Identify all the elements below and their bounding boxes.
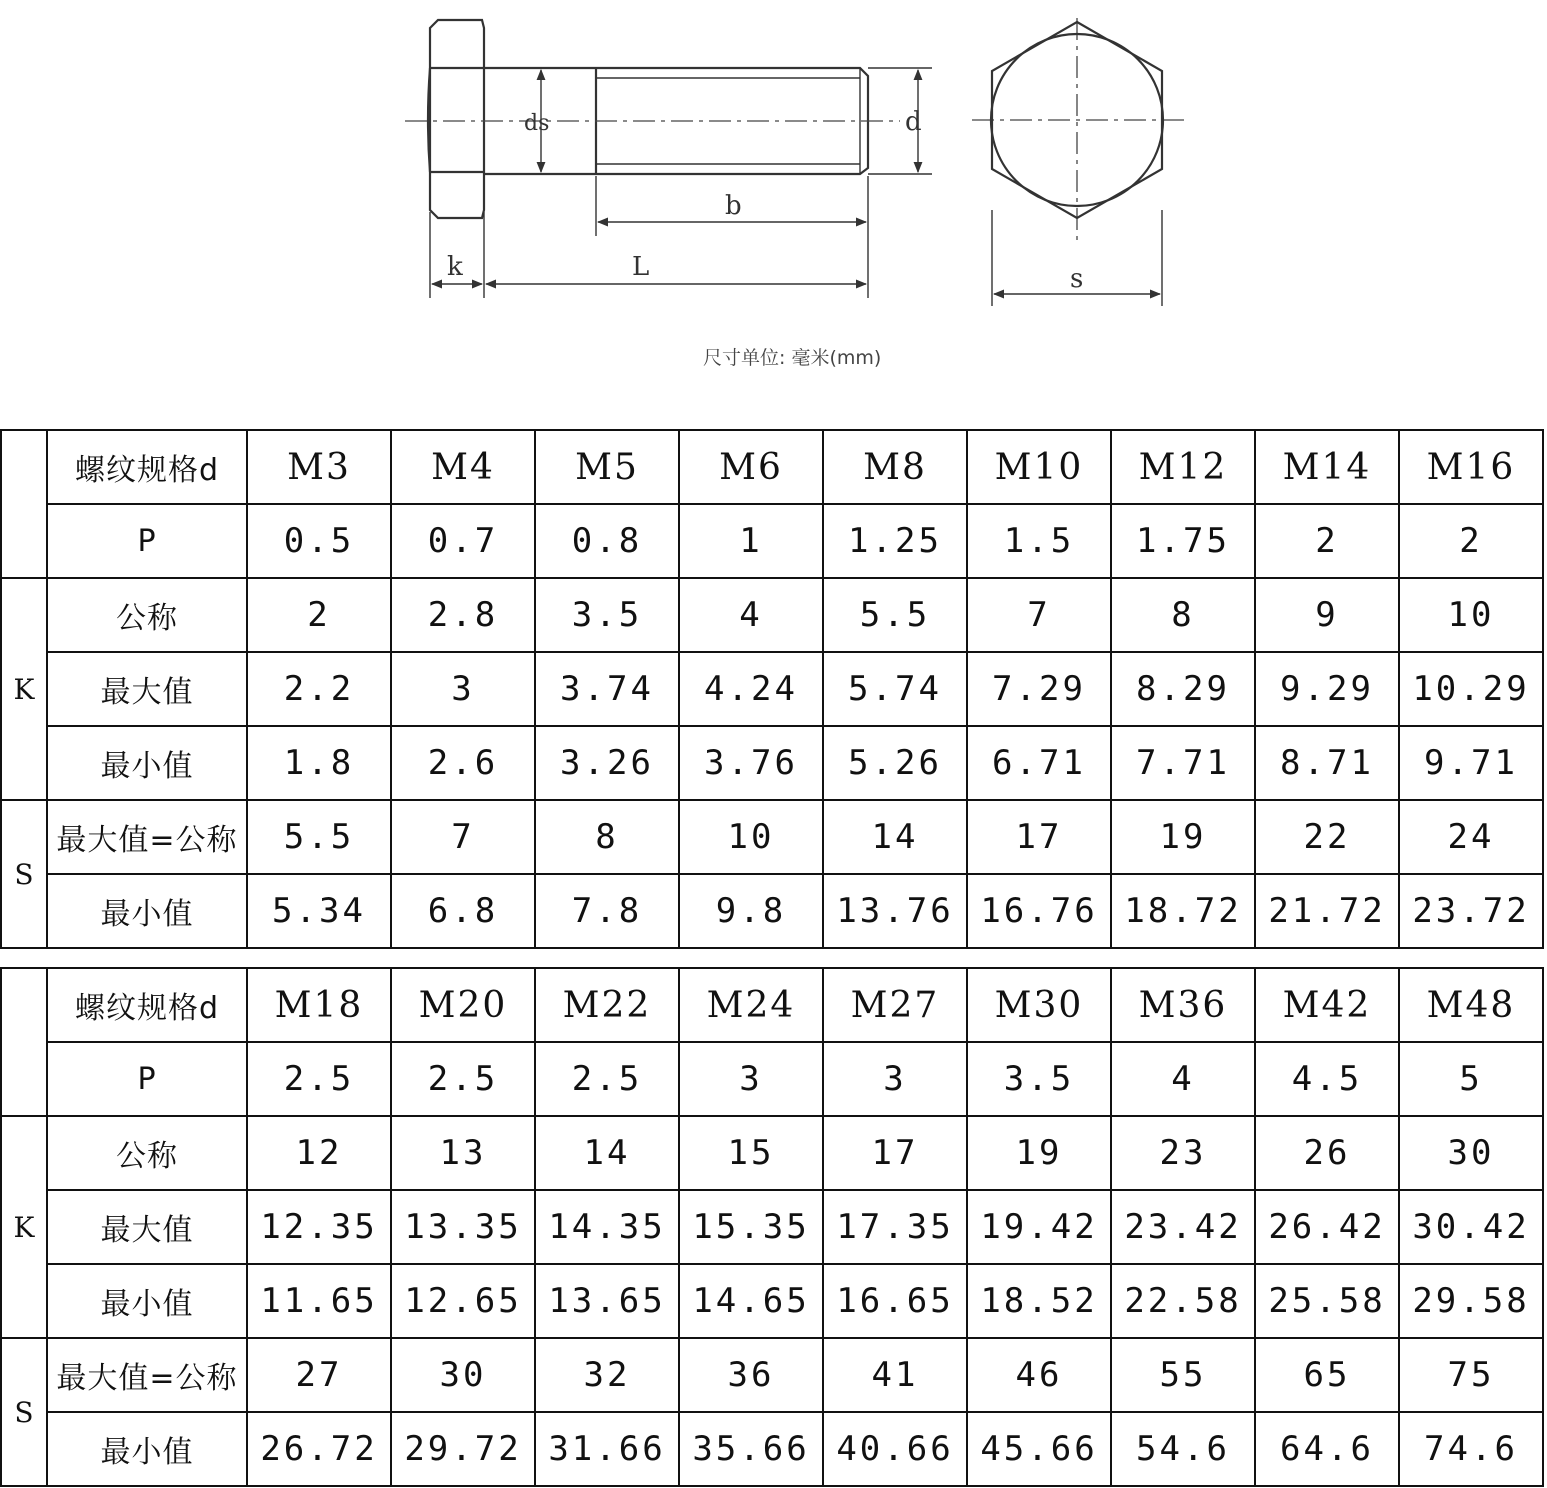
cell: 13 xyxy=(391,1116,535,1190)
cell: 27 xyxy=(247,1338,391,1412)
cell: M20 xyxy=(391,968,535,1042)
bolt-head-side xyxy=(430,20,484,218)
cell: 3.74 xyxy=(535,652,679,726)
row-label: 最小值 xyxy=(47,874,247,948)
cell: 8.71 xyxy=(1255,726,1399,800)
table-row-s-max xyxy=(1,1338,1543,1412)
row-label: 最大值=公称 xyxy=(47,800,247,874)
cell: 5.74 xyxy=(823,652,967,726)
row-label: 公称 xyxy=(47,578,247,652)
cell: 3.5 xyxy=(967,1042,1111,1116)
cell: M24 xyxy=(679,968,823,1042)
bolt-drawing xyxy=(0,0,1547,330)
row-label: P xyxy=(47,504,247,578)
cell: 29.72 xyxy=(391,1412,535,1486)
cell: 35.66 xyxy=(679,1412,823,1486)
cell: 16.65 xyxy=(823,1264,967,1338)
row-label: 螺纹规格d xyxy=(47,430,247,504)
cell: 30 xyxy=(1399,1116,1543,1190)
cell: 13.35 xyxy=(391,1190,535,1264)
cell: 1.5 xyxy=(967,504,1111,578)
cell: 5.34 xyxy=(247,874,391,948)
table-row-s-min xyxy=(1,1412,1543,1486)
cell: 26 xyxy=(1255,1116,1399,1190)
cell: 13.76 xyxy=(823,874,967,948)
cell: 10 xyxy=(1399,578,1543,652)
cell: 7.71 xyxy=(1111,726,1255,800)
cell: 7.29 xyxy=(967,652,1111,726)
table-row-pitch xyxy=(1,504,1543,578)
cell: 3 xyxy=(823,1042,967,1116)
row-label: 螺纹规格d xyxy=(47,968,247,1042)
cell: M16 xyxy=(1399,430,1543,504)
cell: 8 xyxy=(535,800,679,874)
cell: 25.58 xyxy=(1255,1264,1399,1338)
cell: 9.29 xyxy=(1255,652,1399,726)
cell: M42 xyxy=(1255,968,1399,1042)
cell: 46 xyxy=(967,1338,1111,1412)
cell: 0.5 xyxy=(247,504,391,578)
label-d: d xyxy=(905,107,922,137)
cell: M5 xyxy=(535,430,679,504)
cell: 14.35 xyxy=(535,1190,679,1264)
table-row-pitch xyxy=(1,1042,1543,1116)
cell: 10.29 xyxy=(1399,652,1543,726)
cell: 26.72 xyxy=(247,1412,391,1486)
table-row-s-max xyxy=(1,800,1543,874)
label-k: k xyxy=(447,252,463,282)
table-row-s-min xyxy=(1,874,1543,948)
cell: 1 xyxy=(679,504,823,578)
cell: 14 xyxy=(823,800,967,874)
cell: 17.35 xyxy=(823,1190,967,1264)
cell: 18.72 xyxy=(1111,874,1255,948)
cell: 3.76 xyxy=(679,726,823,800)
group-cell-blank xyxy=(1,430,47,578)
table-row-k-max xyxy=(1,1190,1543,1264)
row-label: 最小值 xyxy=(47,1264,247,1338)
cell: 15 xyxy=(679,1116,823,1190)
table-row-k-nominal xyxy=(1,1116,1543,1190)
cell: 8.29 xyxy=(1111,652,1255,726)
cell: 65 xyxy=(1255,1338,1399,1412)
cell: 19 xyxy=(967,1116,1111,1190)
table-row-k-nominal xyxy=(1,578,1543,652)
group-label-s: S xyxy=(1,1338,47,1486)
cell: 3.26 xyxy=(535,726,679,800)
table-row-thread-size xyxy=(1,430,1543,504)
cell: 2.8 xyxy=(391,578,535,652)
cell: 41 xyxy=(823,1338,967,1412)
table-row-k-min xyxy=(1,726,1543,800)
cell: 30 xyxy=(391,1338,535,1412)
group-label-k: K xyxy=(1,578,47,800)
cell: 5.5 xyxy=(823,578,967,652)
cell: 7 xyxy=(391,800,535,874)
cell: 11.65 xyxy=(247,1264,391,1338)
table-row-thread-size xyxy=(1,968,1543,1042)
cell: 3.5 xyxy=(535,578,679,652)
cell: 31.66 xyxy=(535,1412,679,1486)
cell: 2.5 xyxy=(535,1042,679,1116)
cell: 45.66 xyxy=(967,1412,1111,1486)
cell: 4.24 xyxy=(679,652,823,726)
cell: 64.6 xyxy=(1255,1412,1399,1486)
cell: 23 xyxy=(1111,1116,1255,1190)
cell: 12.35 xyxy=(247,1190,391,1264)
cell: M22 xyxy=(535,968,679,1042)
cell: 1.8 xyxy=(247,726,391,800)
cell: M18 xyxy=(247,968,391,1042)
cell: 5.26 xyxy=(823,726,967,800)
cell: 1.75 xyxy=(1111,504,1255,578)
cell: M8 xyxy=(823,430,967,504)
cell: 1.25 xyxy=(823,504,967,578)
cell: M27 xyxy=(823,968,967,1042)
row-label: 最大值=公称 xyxy=(47,1338,247,1412)
cell: M30 xyxy=(967,968,1111,1042)
row-label: 最小值 xyxy=(47,1412,247,1486)
group-label-s: S xyxy=(1,800,47,948)
cell: 3 xyxy=(679,1042,823,1116)
cell: 36 xyxy=(679,1338,823,1412)
table-row-k-min xyxy=(1,1264,1543,1338)
cell: M14 xyxy=(1255,430,1399,504)
label-s: s xyxy=(1070,264,1084,294)
cell: 7.8 xyxy=(535,874,679,948)
cell: 2.5 xyxy=(247,1042,391,1116)
cell: 6.71 xyxy=(967,726,1111,800)
cell: 4 xyxy=(679,578,823,652)
cell: M4 xyxy=(391,430,535,504)
cell: 9 xyxy=(1255,578,1399,652)
cell: M48 xyxy=(1399,968,1543,1042)
cell: 55 xyxy=(1111,1338,1255,1412)
cell: M3 xyxy=(247,430,391,504)
cell: 2.2 xyxy=(247,652,391,726)
cell: 24 xyxy=(1399,800,1543,874)
cell: 15.35 xyxy=(679,1190,823,1264)
cell: 16.76 xyxy=(967,874,1111,948)
cell: 13.65 xyxy=(535,1264,679,1338)
group-label-k: K xyxy=(1,1116,47,1338)
cell: 30.42 xyxy=(1399,1190,1543,1264)
cell: 12 xyxy=(247,1116,391,1190)
cell: 2.5 xyxy=(391,1042,535,1116)
label-L: L xyxy=(632,252,650,282)
cell: 2 xyxy=(1399,504,1543,578)
cell: 4 xyxy=(1111,1042,1255,1116)
cell: 19.42 xyxy=(967,1190,1111,1264)
cell: 12.65 xyxy=(391,1264,535,1338)
cell: 7 xyxy=(967,578,1111,652)
cell: 17 xyxy=(967,800,1111,874)
label-b: b xyxy=(725,191,742,221)
cell: 18.52 xyxy=(967,1264,1111,1338)
cell: 6.8 xyxy=(391,874,535,948)
cell: 23.72 xyxy=(1399,874,1543,948)
cell: 29.58 xyxy=(1399,1264,1543,1338)
cell: 17 xyxy=(823,1116,967,1190)
cell: M36 xyxy=(1111,968,1255,1042)
cell: 4.5 xyxy=(1255,1042,1399,1116)
unit-caption: 尺寸单位: 毫米(mm) xyxy=(703,347,882,369)
cell: 26.42 xyxy=(1255,1190,1399,1264)
spec-table-bottom xyxy=(0,967,1544,1487)
cell: 22.58 xyxy=(1111,1264,1255,1338)
cell: 54.6 xyxy=(1111,1412,1255,1486)
cell: 23.42 xyxy=(1111,1190,1255,1264)
cell: M12 xyxy=(1111,430,1255,504)
cell: 19 xyxy=(1111,800,1255,874)
row-label: 公称 xyxy=(47,1116,247,1190)
row-label: 最大值 xyxy=(47,1190,247,1264)
cell: M6 xyxy=(679,430,823,504)
label-ds: ds xyxy=(524,111,550,136)
cell: 22 xyxy=(1255,800,1399,874)
cell: 5.5 xyxy=(247,800,391,874)
cell: 3 xyxy=(391,652,535,726)
cell: 2 xyxy=(247,578,391,652)
cell: 14.65 xyxy=(679,1264,823,1338)
cell: 9.8 xyxy=(679,874,823,948)
cell: M10 xyxy=(967,430,1111,504)
cell: 2 xyxy=(1255,504,1399,578)
cell: 74.6 xyxy=(1399,1412,1543,1486)
cell: 32 xyxy=(535,1338,679,1412)
cell: 14 xyxy=(535,1116,679,1190)
row-label: 最小值 xyxy=(47,726,247,800)
cell: 0.8 xyxy=(535,504,679,578)
cell: 10 xyxy=(679,800,823,874)
row-label: 最大值 xyxy=(47,652,247,726)
row-label: P xyxy=(47,1042,247,1116)
cell: 40.66 xyxy=(823,1412,967,1486)
cell: 21.72 xyxy=(1255,874,1399,948)
cell: 5 xyxy=(1399,1042,1543,1116)
cell: 2.6 xyxy=(391,726,535,800)
group-cell-blank xyxy=(1,968,47,1116)
spec-table-top xyxy=(0,429,1544,949)
table-row-k-max xyxy=(1,652,1543,726)
cell: 8 xyxy=(1111,578,1255,652)
cell: 9.71 xyxy=(1399,726,1543,800)
cell: 75 xyxy=(1399,1338,1543,1412)
cell: 0.7 xyxy=(391,504,535,578)
